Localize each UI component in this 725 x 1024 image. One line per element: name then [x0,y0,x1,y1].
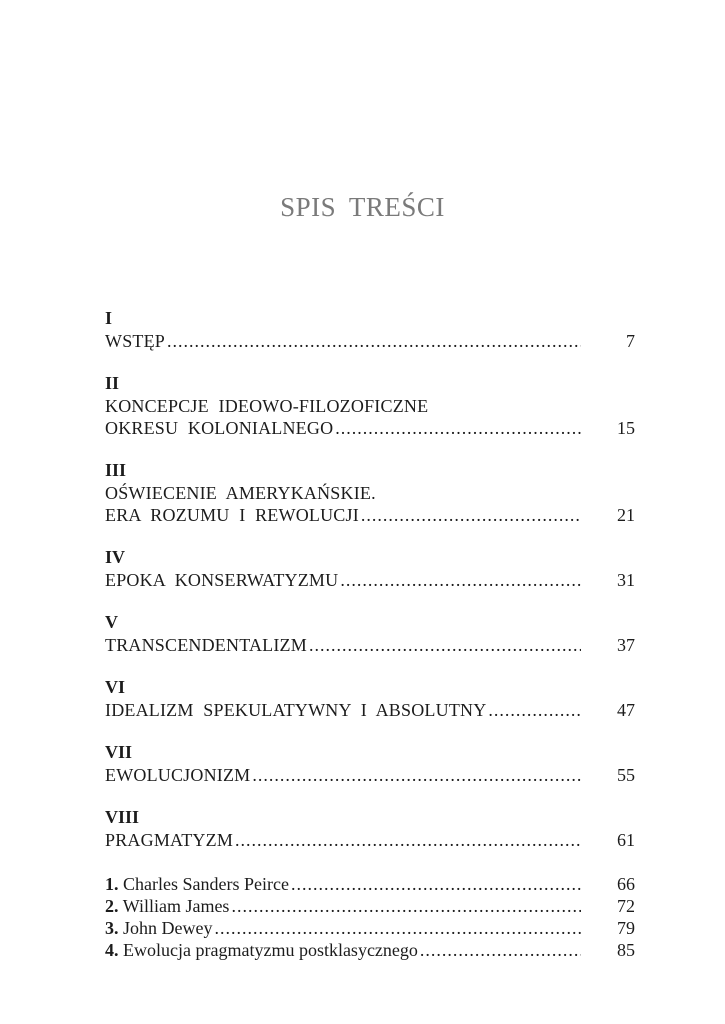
chapter-title-line [105,395,635,417]
toc-chapter [105,371,635,439]
leader-dots [488,699,581,721]
section-title: Charles Sanders Peirce [123,874,289,894]
page-number: 15 [617,418,635,438]
toc-chapter [105,675,635,721]
page-number: 47 [617,700,635,720]
toc-entry[interactable] [105,699,635,721]
toc-subentry[interactable] [105,873,635,895]
page-number: 85 [617,940,635,960]
section-title: John Dewey [123,918,213,938]
chapter-title: OŚWIECENIE AMERYKAŃSKIE. [105,483,376,503]
page-number: 7 [626,331,635,351]
chapter-number: IV [105,547,126,567]
page-number: 66 [617,874,635,894]
page-number: 61 [617,830,635,850]
chapter-title: TRANSCENDENTALIZM [105,635,307,655]
toc-chapter [105,545,635,591]
chapter-number: VI [105,677,126,697]
chapter-number: VII [105,742,133,762]
toc-entry[interactable] [105,764,635,786]
toc-chapter [105,805,635,961]
chapter-title-line [105,482,635,504]
toc-subentry[interactable] [105,917,635,939]
chapter-number: III [105,460,127,480]
leader-dots [361,504,581,526]
toc-entry[interactable] [105,504,635,526]
chapter-title: PRAGMATYZM [105,830,234,850]
leader-dots [309,634,581,656]
chapter-title: EPOKA KONSERWATYZMU [105,570,339,590]
leader-dots [167,330,581,352]
section-number: 1. [105,874,119,894]
toc-subentry[interactable] [105,939,635,961]
leader-dots [231,895,581,917]
leader-dots [340,569,581,591]
toc-chapter [105,458,635,526]
page-title: SPIS TREŚCI [280,192,445,222]
leader-dots [235,829,581,851]
toc-entry[interactable] [105,417,635,439]
toc-entry[interactable] [105,634,635,656]
page-number: 55 [617,765,635,785]
chapter-title: EWOLUCJONIZM [105,765,251,785]
subsection-list [105,873,635,961]
chapter-title: IDEALIZM SPEKULATYWNY I ABSOLUTNY [105,700,487,720]
page-number: 31 [617,570,635,590]
table-of-contents [105,306,635,980]
leader-dots [291,873,581,895]
leader-dots [214,917,581,939]
chapter-number: V [105,612,118,632]
chapter-title: ERA ROZUMU I REWOLUCJI [105,505,359,525]
section-number: 3. [105,918,119,938]
page-number: 72 [617,896,635,916]
toc-entry[interactable] [105,330,635,352]
leader-dots [420,939,581,961]
toc-chapter [105,610,635,656]
toc-entry[interactable] [105,569,635,591]
section-number: 4. [105,940,119,960]
leader-dots [335,417,581,439]
toc-chapter [105,306,635,352]
section-number: 2. [105,896,119,916]
chapter-number: I [105,308,113,328]
leader-dots [252,764,581,786]
chapter-title: KONCEPCJE IDEOWO-FILOZOFICZNE [105,396,429,416]
page-number: 37 [617,635,635,655]
chapter-title: WSTĘP [105,331,166,351]
chapter-number: VIII [105,807,140,827]
toc-chapter [105,740,635,786]
toc-entry[interactable] [105,829,635,851]
chapter-number: II [105,373,120,393]
page-number: 79 [617,918,635,938]
section-title: William James [122,896,230,916]
toc-subentry[interactable] [105,895,635,917]
section-title: Ewolucja pragmatyzmu postklasycznego [123,940,418,960]
chapter-title: OKRESU KOLONIALNEGO [105,418,334,438]
page-number: 21 [617,505,635,525]
